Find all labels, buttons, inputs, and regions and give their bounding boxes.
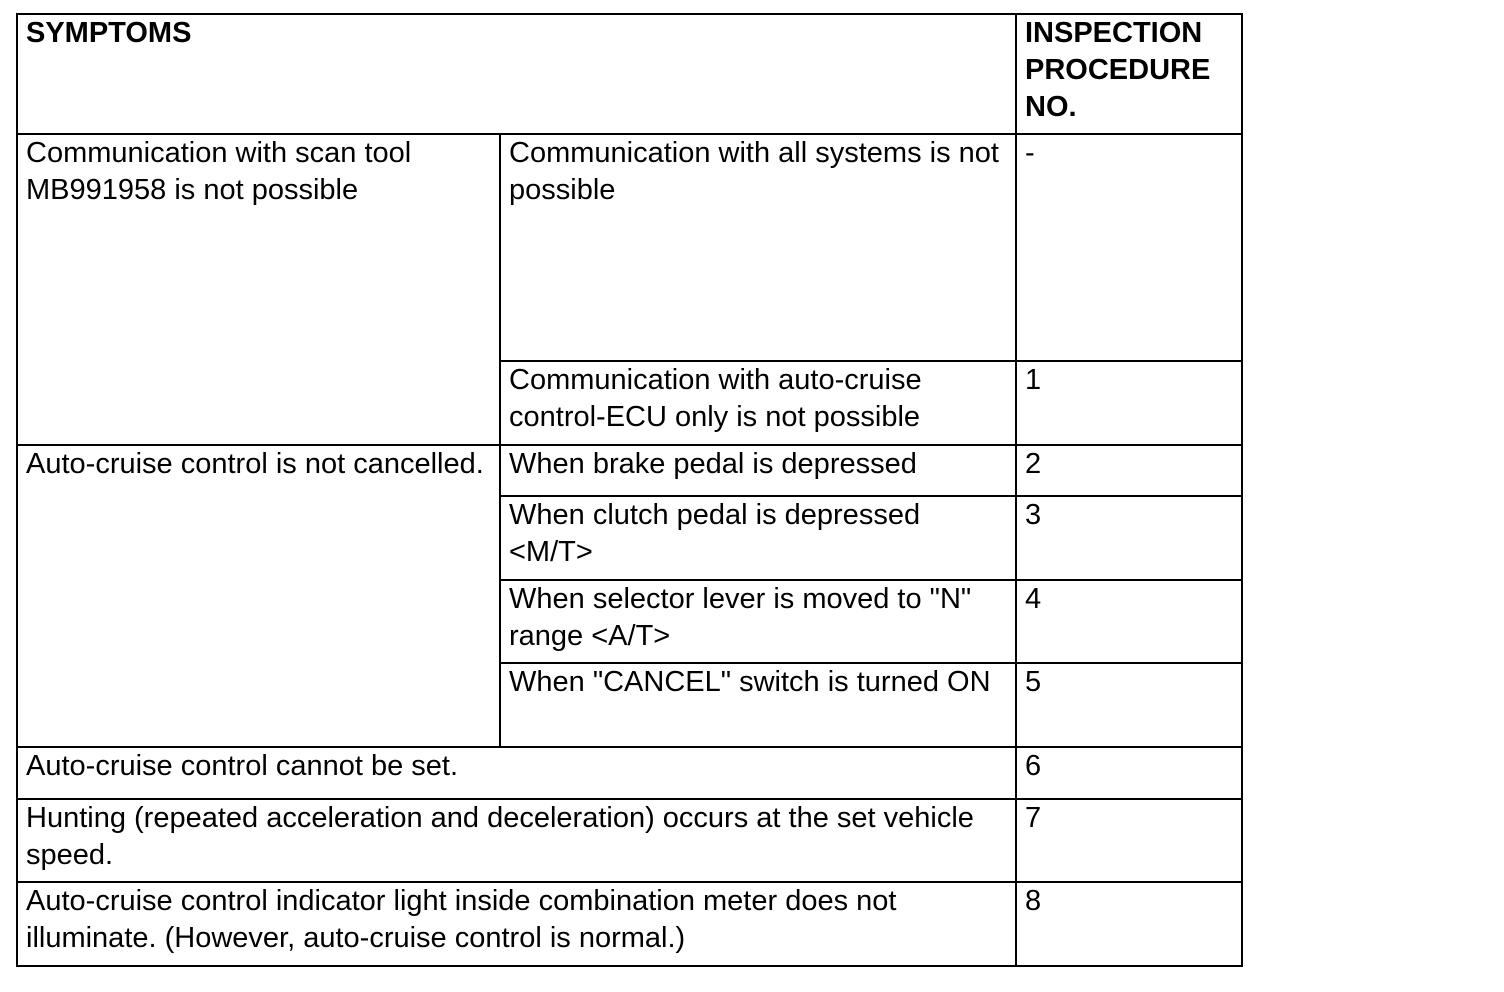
symptom-cell: Auto-cruise control cannot be set. xyxy=(17,747,1016,799)
condition-cell: Communication with auto-cruise control-ECU only is not possible xyxy=(500,361,1016,445)
table-row xyxy=(17,445,1242,496)
condition-cell: When brake pedal is depressed xyxy=(500,445,1016,496)
table-row xyxy=(17,747,1242,799)
symptoms-table xyxy=(16,13,1243,967)
table-row xyxy=(17,134,1242,361)
procedure-number-cell: 1 xyxy=(1016,361,1242,445)
procedure-number-cell: 6 xyxy=(1016,747,1242,799)
procedure-number-cell: 8 xyxy=(1016,882,1242,966)
table-row xyxy=(17,799,1242,882)
condition-cell: When clutch pedal is depressed <M/T> xyxy=(500,496,1016,580)
procedure-number-cell: 3 xyxy=(1016,496,1242,580)
procedure-number-cell: 2 xyxy=(1016,445,1242,496)
procedure-number-cell: 7 xyxy=(1016,799,1242,882)
symptom-group-communication: Communication with scan tool MB991958 is not possible xyxy=(17,134,500,445)
symptom-group-not-cancelled: Auto-cruise control is not cancelled. xyxy=(17,445,500,747)
condition-cell: Communication with all systems is not possible xyxy=(500,134,1016,361)
header-symptoms: SYMPTOMS xyxy=(17,14,1016,134)
symptom-cell: Hunting (repeated acceleration and deceleration) occurs at the set vehicle speed. xyxy=(17,799,1016,882)
table-header-row xyxy=(17,14,1242,134)
procedure-number-cell: 5 xyxy=(1016,663,1242,747)
symptom-cell: Auto-cruise control indicator light inside combination meter does not illuminate. (However, auto-cruise control is normal.) xyxy=(17,882,1016,966)
condition-cell: When selector lever is moved to "N" range <A/T> xyxy=(500,580,1016,663)
header-inspection-procedure-no: INSPECTION PROCEDURE NO. xyxy=(1016,14,1242,134)
condition-cell: When "CANCEL" switch is turned ON xyxy=(500,663,1016,747)
procedure-number-cell: - xyxy=(1016,134,1242,361)
procedure-number-cell: 4 xyxy=(1016,580,1242,663)
table-row xyxy=(17,882,1242,966)
